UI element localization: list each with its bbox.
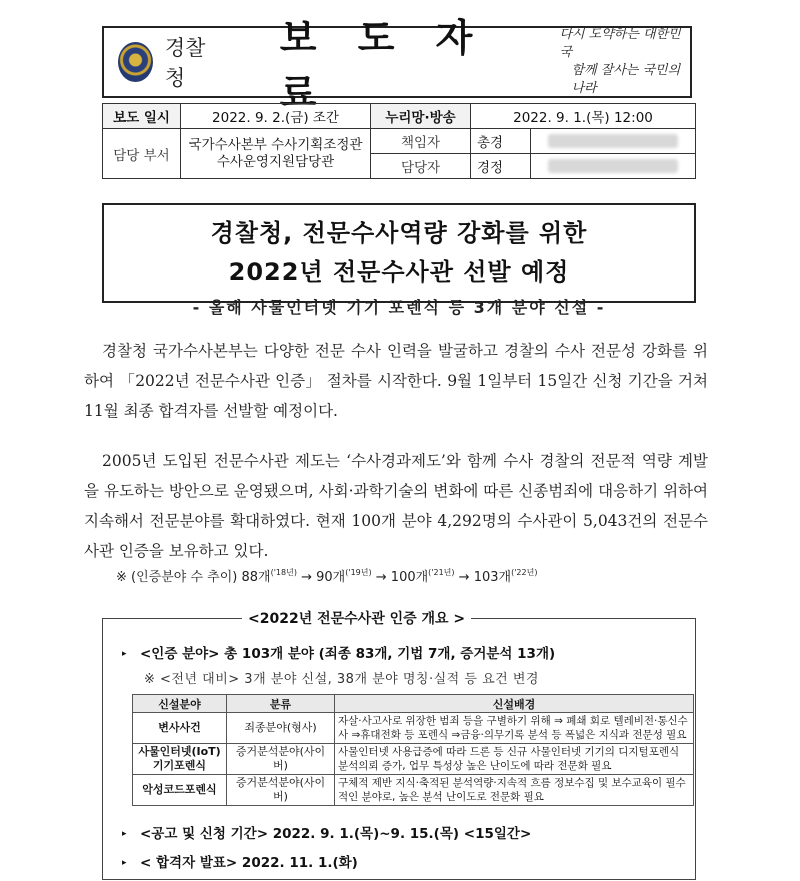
headline-line-1: 경찰청, 전문수사역량 강화를 위한 <box>210 219 588 247</box>
document-title: 보 도 자 료 <box>279 15 487 115</box>
agency-name: 경찰청 <box>164 36 206 90</box>
trend-item: 88개$^{('18년)}$ <box>241 568 297 585</box>
staff-label: 담당자 <box>371 154 471 179</box>
table-row <box>133 713 694 744</box>
application-period: <공고 및 신청 기간> 2022. 9. 1.(목)~9. 15.(목) <15일간> <box>140 826 532 842</box>
category-cell: 증거분석분야(사이버) <box>227 775 335 806</box>
new-fields-table <box>132 694 694 806</box>
year-comparison-note: ※ <전년 대비> 3개 분야 신설, 38개 분야 명칭·실적 등 요건 변경 <box>144 672 539 687</box>
staff-name-redacted <box>531 154 696 179</box>
trend-item: 100개$^{('21년)}$ <box>390 568 455 585</box>
body-paragraph-1-text: 경찰청 국가수사본부는 다양한 전문 수사 인력을 발굴하고 경찰의 수사 전문성 강화를 위하여 「2022년 전문수사관 인증」 절차를 시작한다. 9월 1일부터 15일간 신청 기간을 거쳐 11월 최종 합격자를 선발할 예정이다. <box>84 342 708 420</box>
reason-cell: 자살·사고사로 위장한 범죄 등을 구별하기 위해 ⇒ 폐쇄 회로 텔레비전·통신수사 ⇒휴대전화 등 포렌식 ⇒금융·의무기록 분석 등 폭넓은 지식과 전문성 필요 <box>335 713 694 744</box>
department-value <box>181 129 371 179</box>
staff-rank: 경정 <box>471 154 531 179</box>
table-header: 신설분야 <box>133 695 227 713</box>
announcement-bullet <box>122 851 358 871</box>
release-date-value: 2022. 9. 2.(금) 조간 <box>181 104 371 129</box>
bullet-icon: ▸ <box>122 649 127 659</box>
trend-prefix: ※ (인증분야 수 추이) <box>116 570 238 585</box>
manager-rank: 총경 <box>471 129 531 154</box>
headline-subtitle: - 올해 사물인터넷 기기 포렌식 등 3개 분야 신설 - <box>192 298 606 317</box>
certification-trend <box>116 566 537 585</box>
body-paragraph-1 <box>84 336 708 426</box>
headline-line-2: 2022년 전문수사관 선발 예정 <box>228 258 570 286</box>
police-emblem-icon <box>118 42 153 82</box>
trend-item: 103개$^{('22년)}$ <box>473 568 538 585</box>
field-detail: (죄종 83개, 기법 7개, 증거분석 13개) <box>318 646 556 662</box>
release-date-label: 보도 일시 <box>103 104 181 129</box>
web-release-value: 2022. 9. 1.(목) 12:00 <box>471 104 696 129</box>
arrow-icon: → <box>458 570 470 585</box>
slogan-line-2: 함께 잘사는 국민의 나라 <box>571 63 681 96</box>
category-cell: 증거분석분야(사이버) <box>227 744 335 775</box>
body-paragraph-2-text: 2005년 도입된 전문수사관 제도는 ‘수사경과제도’와 함께 수사 경찰의 전문적 역량 계발을 유도하는 방안으로 운영됐으며, 사회·과학기술의 변화에 따른 신종범죄에 대응하기 위하여 지속해서 전문분야를 확대하였다. 현재 100개 분야 4,292명의 수사관이 5,043건의 전문수사관 인증을 보유하고 있다. <box>84 452 708 560</box>
field-cell: 사물인터넷(IoT) 기기포렌식 <box>133 744 227 775</box>
manager-name-redacted <box>531 129 696 154</box>
table-row <box>133 775 694 806</box>
redaction-block <box>548 134 678 148</box>
table-header: 신설배경 <box>335 695 694 713</box>
field-cell: 악성코드포렌식 <box>133 775 227 806</box>
arrow-icon: → <box>375 570 387 585</box>
field-head: <인증 분야> 총 103개 분야 <box>140 646 314 662</box>
trend-item: 90개$^{('19년)}$ <box>316 568 372 585</box>
release-info-table <box>102 103 696 179</box>
bullet-icon: ▸ <box>122 829 127 839</box>
web-release-label: 누리망·방송 <box>371 104 471 129</box>
arrow-icon: → <box>301 570 312 585</box>
category-cell: 죄종분야(형사) <box>227 713 335 744</box>
department-line-1: 국가수사본부 수사기획조정관 <box>188 136 363 153</box>
body-paragraph-2 <box>84 446 708 566</box>
field-cell: 변사사건 <box>133 713 227 744</box>
bullet-icon: ▸ <box>122 858 127 868</box>
press-header <box>102 15 692 115</box>
announcement-date: < 합격자 발표> 2022. 11. 1.(화) <box>140 855 358 871</box>
slogan-line-1: 다시 도약하는 대한민국 <box>559 27 681 60</box>
reason-cell: 구체적 제반 지식·축적된 분석역량·지속적 흐름 정보수집 및 보수교육이 필수적인 분야로, 높은 분석 난이도로 전문화 필요 <box>335 775 694 806</box>
certification-field-bullet <box>122 642 555 662</box>
reason-cell: 사물인터넷 사용급증에 따라 드론 등 신규 사물인터넷 기기의 디지털포렌식 분석의뢰 증가, 업무 특성상 높은 난이도에 따라 전문화 필요 <box>335 744 694 775</box>
department-label: 담당 부서 <box>103 129 181 179</box>
table-header: 분류 <box>227 695 335 713</box>
headline-box <box>102 203 696 317</box>
government-slogan <box>559 26 690 98</box>
overview-title: <2022년 전문수사관 인증 개요 > <box>242 608 471 628</box>
department-line-2: 수사운영지원담당관 <box>216 153 335 170</box>
application-period-bullet <box>122 822 531 842</box>
redaction-block <box>548 159 678 173</box>
table-row <box>133 744 694 775</box>
manager-label: 책임자 <box>371 129 471 154</box>
